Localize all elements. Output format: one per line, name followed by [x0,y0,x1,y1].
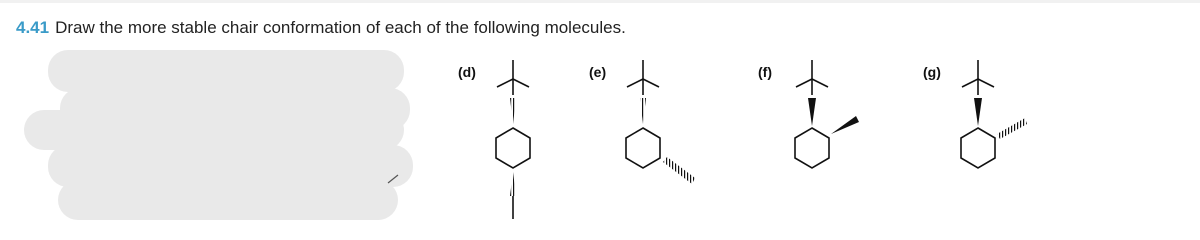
part-label-e: (e) [589,64,607,80]
problem-prompt: Draw the more stable chair conformation of each of the following molecules. [55,18,626,37]
tert-butyl-cyclohexane-wedge-substituent-icon [795,60,859,168]
tert-butyl-cyclohexane-dashed-substituent-icon [961,60,1027,168]
part-label-g: (g) [923,64,941,80]
part-label-f: (f) [758,64,772,80]
part-label-d: (d) [458,64,476,80]
tert-butyl-cyclohexane-dashed-substituent-icon [626,60,695,184]
tert-butyl-cyclohexane-axial-dashed-icon [496,60,530,219]
problem-number: 4.41 [16,18,50,37]
